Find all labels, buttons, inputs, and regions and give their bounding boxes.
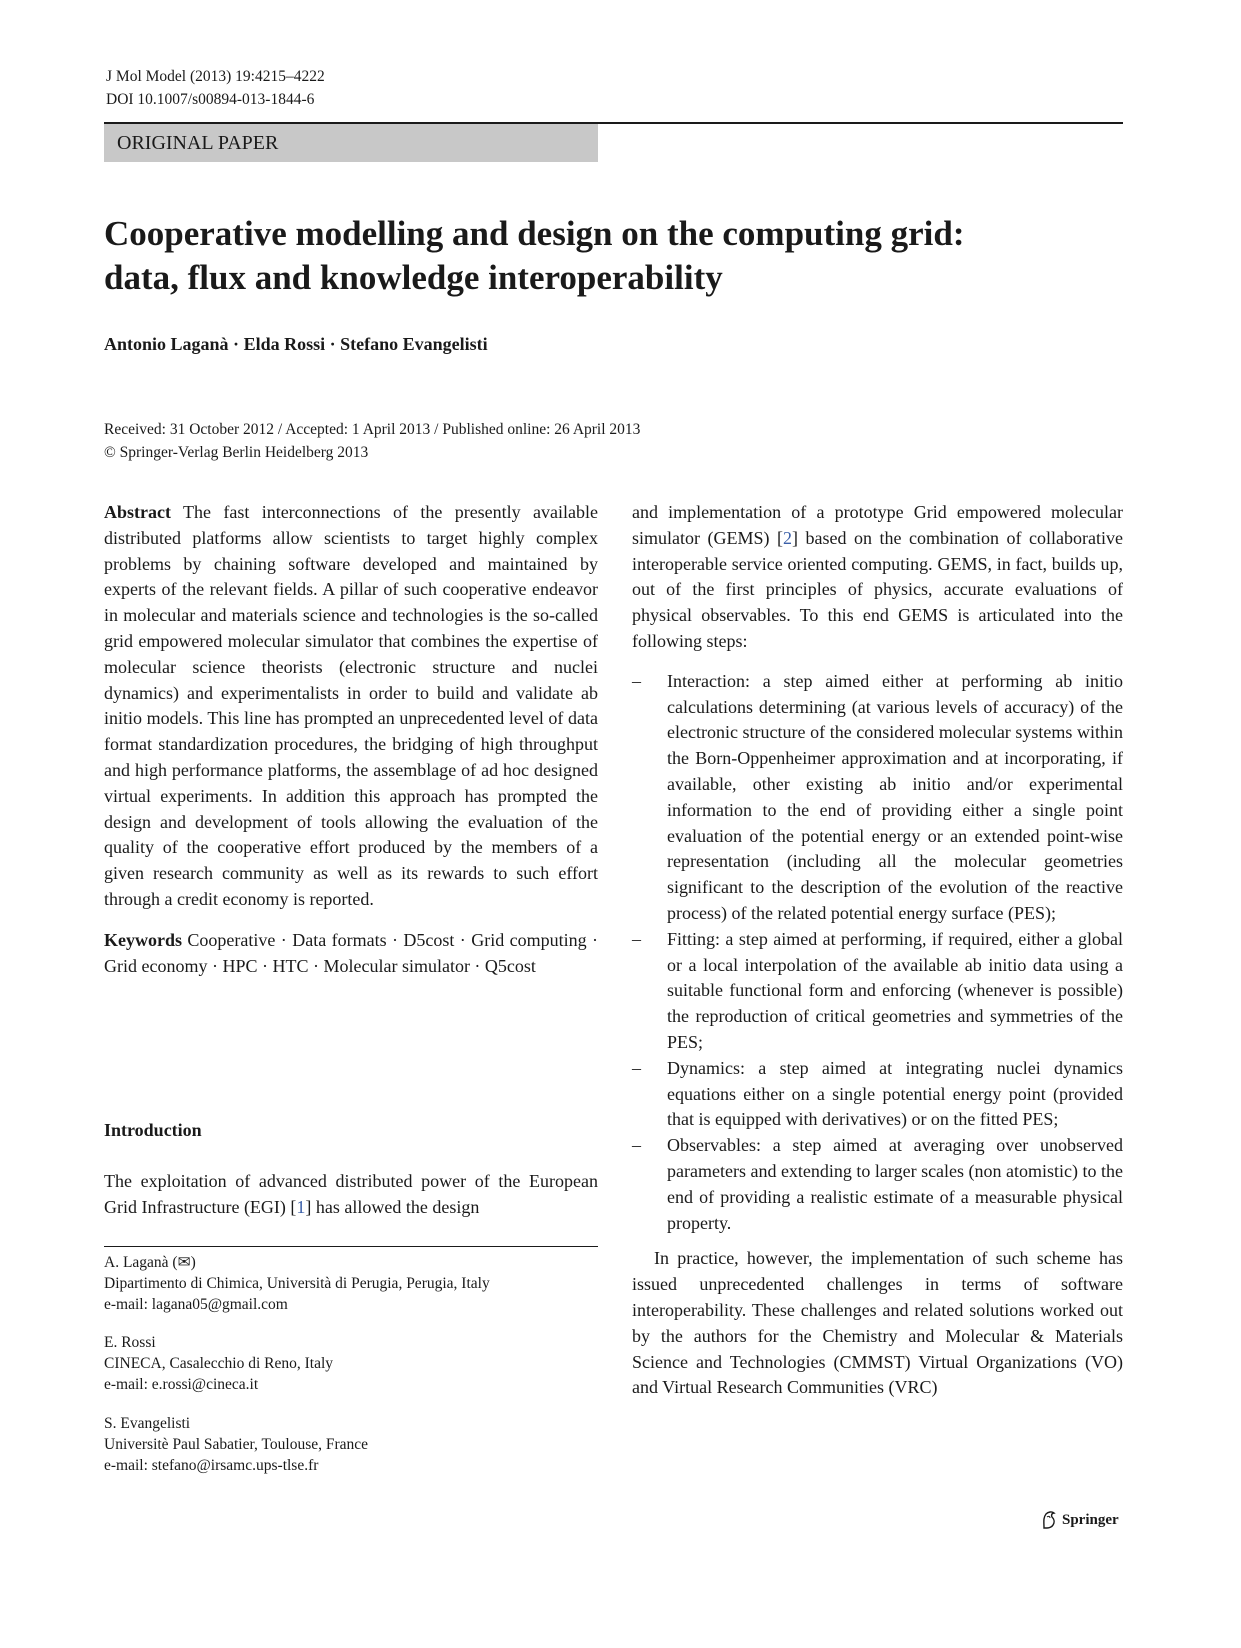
paper-title xyxy=(104,212,964,300)
dash-bullet: – xyxy=(632,928,641,949)
affiliation-email[interactable]: e-mail: stefano@irsamc.ups-tlse.fr xyxy=(104,1457,319,1474)
reference-link-2[interactable]: 2 xyxy=(783,527,793,548)
dash-bullet: – xyxy=(632,1135,641,1156)
title-line-1: Cooperative modelling and design on the computing grid: xyxy=(104,214,965,253)
step-text: Dynamics: a step aimed at integrating nuclei dynamics equations either on a single potential energy point (provided that is equipped with derivatives) or on the fitted PES; xyxy=(667,1057,1123,1130)
affiliation-institution: Universitè Paul Sabatier, Toulouse, France xyxy=(104,1436,369,1453)
journal-header xyxy=(106,65,325,111)
gems-paragraph: and implementation of a prototype Grid empowered molecular simulator (GEMS) [2] based on the combination of collaborative interoperable service oriented computing. GEMS, in fact, builds up, out of the first principles of physics, accurate evaluations of physical observables. To this end GEMS is articulated into the following steps: xyxy=(632,502,1123,651)
accepted-date: Accepted: 1 April 2013 xyxy=(285,421,431,438)
date-separator: / xyxy=(430,421,443,438)
affiliation-institution: CINECA, Casalecchio di Reno, Italy xyxy=(104,1355,334,1372)
right-column xyxy=(632,500,1123,1401)
affiliation-2 xyxy=(104,1332,598,1395)
affiliation-email[interactable]: e-mail: e.rossi@cineca.it xyxy=(104,1376,259,1393)
introduction-text: The exploitation of advanced distributed power of the European Grid Infrastructure (EGI) [1] has allowed the design xyxy=(104,1171,598,1217)
affiliation-1 xyxy=(104,1252,598,1315)
gems-steps-list xyxy=(632,669,1123,1237)
affiliation-email[interactable]: e-mail: lagana05@gmail.com xyxy=(104,1296,288,1313)
affiliation-name: E. Rossi xyxy=(104,1334,156,1351)
affiliation-institution: Dipartimento di Chimica, Università di Perugia, Perugia, Italy xyxy=(104,1275,490,1292)
practice-paragraph: In practice, however, the implementation of such scheme has issued unprecedented challenges in terms of software interoperability. These challenges and related solutions worked out by the authors for the Chemistry and Molecular & Materials Science and Technologies (CMMST) Virtual Organizations (VO) and Virtual Research Communities (VRC) xyxy=(632,1248,1123,1398)
list-item xyxy=(632,927,1123,1056)
abstract xyxy=(104,500,598,913)
doi: DOI 10.1007/s00894-013-1844-6 xyxy=(106,91,315,108)
publisher-name: Springer xyxy=(1062,1511,1119,1528)
author-2: Elda Rossi xyxy=(243,334,326,354)
affiliation-name: S. Evangelisti xyxy=(104,1415,191,1432)
step-text: Observables: a step aimed at averaging over unobserved parameters and extending to larger scales (non atomistic) to the end of providing a realistic estimate of a measurable physical property. xyxy=(667,1135,1124,1233)
publication-dates xyxy=(104,418,640,464)
keywords-text: Cooperative · Data formats · D5cost · Grid computing · Grid economy · HPC · HTC · Molecular simulator · Q5cost xyxy=(104,929,599,976)
citation: J Mol Model (2013) 19:4215–4222 xyxy=(106,68,325,85)
list-item xyxy=(632,1056,1123,1133)
abstract-text: The fast interconnections of the presently available distributed platforms allow scientists to target highly complex problems by chaining software developed and maintained by experts of the relevant fields. A pillar of such cooperative endeavor in molecular and materials science and technologies is the so-called grid empowered molecular simulator that combines the expertise of molecular science theorists (electronic structure and nuclei dynamics) and experimentalists in order to build and validate ab initio models. This line has prompted an unprecedented level of data format standardization procedures, the bridging of high throughput and high performance platforms, the assemblage of ad hoc designed virtual experiments. In addition this approach has prompted the design and development of tools allowing the evaluation of the quality of the cooperative effort produced by the members of a given research community as well as its rewards to such effort through a credit economy is reported. xyxy=(104,502,598,909)
received-date: Received: 31 October 2012 xyxy=(104,421,275,438)
abstract-label: Abstract xyxy=(104,502,171,522)
dash-bullet: – xyxy=(632,1057,641,1078)
date-separator: / xyxy=(274,421,286,438)
introduction-heading: Introduction xyxy=(104,1120,202,1140)
author-1: Antonio Laganà xyxy=(104,334,229,354)
springer-horse-icon xyxy=(1040,1510,1058,1530)
list-item xyxy=(632,669,1123,927)
reference-link-1[interactable]: 1 xyxy=(296,1196,306,1217)
keywords-label: Keywords xyxy=(104,929,182,950)
dash-bullet: – xyxy=(632,670,641,691)
affiliation-rule xyxy=(104,1246,598,1247)
step-text: Fitting: a step aimed at performing, if required, either a global or a local interpolation of the available ab initio data using a suitable functional form and enforcing (whenever is possible) the reproduction of critical geometries and symmetries of the PES; xyxy=(667,928,1123,1052)
author-list xyxy=(104,332,488,356)
springer-logo xyxy=(1040,1510,1119,1530)
title-line-2: data, flux and knowledge interoperability xyxy=(104,258,723,297)
left-column xyxy=(104,500,598,979)
paper-type-banner: ORIGINAL PAPER xyxy=(104,124,598,162)
author-separator: · xyxy=(325,334,341,354)
list-item xyxy=(632,1133,1123,1236)
author-3: Stefano Evangelisti xyxy=(340,334,488,354)
keywords xyxy=(104,928,598,980)
affiliation-name: A. Laganà (✉) xyxy=(104,1254,196,1271)
published-date: Published online: 26 April 2013 xyxy=(442,421,641,438)
author-separator: · xyxy=(228,334,244,354)
step-text: Interaction: a step aimed either at performing ab initio calculations determining (at various levels of accuracy) of the electronic structure of the considered molecular systems within the Born-Oppenheimer approximation and at incorporating, if available, other existing ab initio and/or experimental information to the end of providing either a single point evaluation of the potential energy or an extended point-wise representation (including all the molecular geometries significant to the description of the evolution of the reactive process) of the related potential energy surface (PES); xyxy=(667,670,1123,923)
affiliation-3 xyxy=(104,1413,598,1476)
copyright: © Springer-Verlag Berlin Heidelberg 2013 xyxy=(104,444,369,461)
